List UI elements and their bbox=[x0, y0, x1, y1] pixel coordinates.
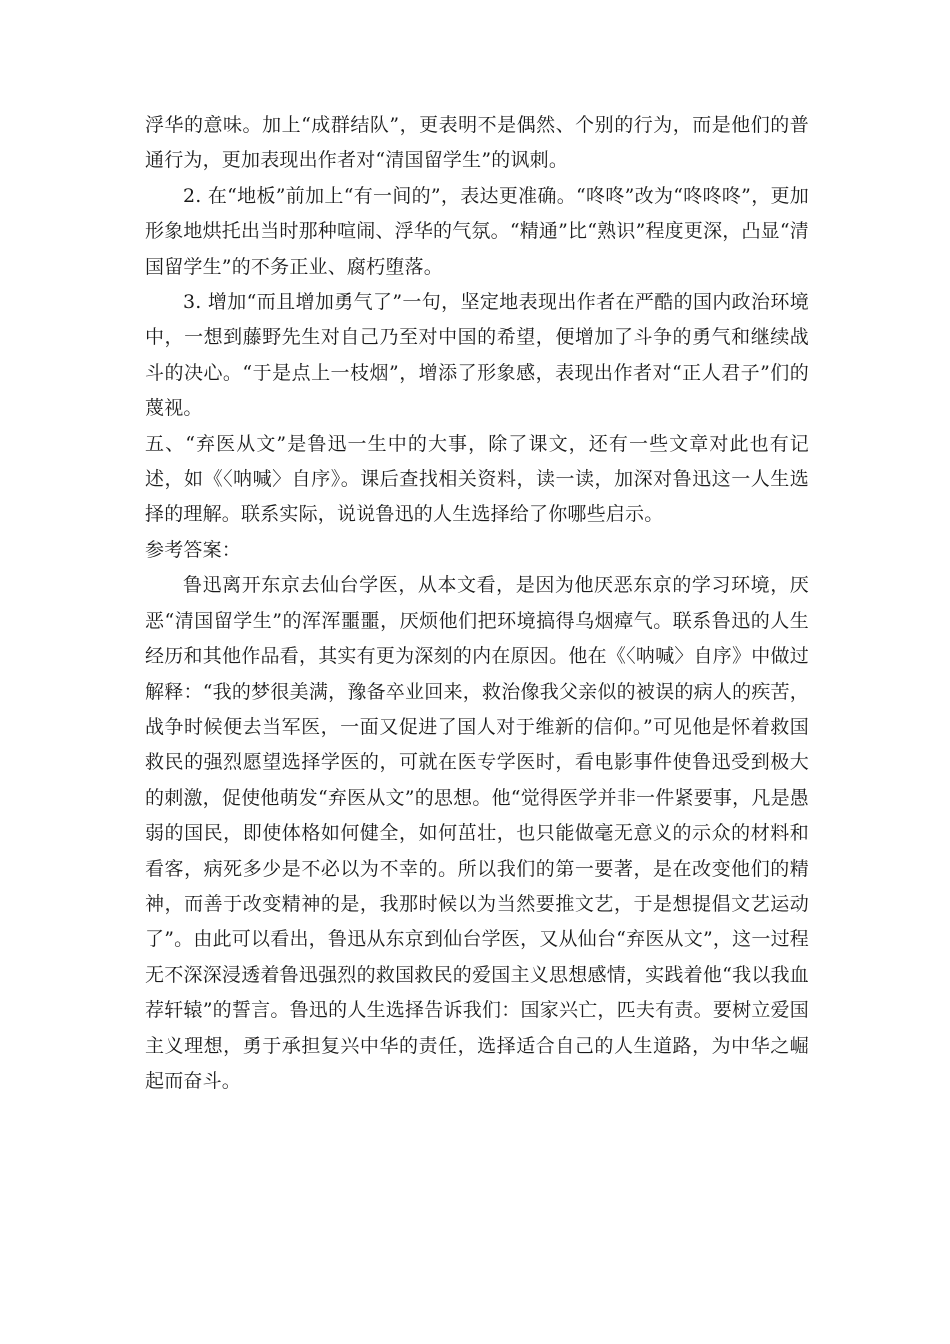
paragraph-question-5: 五、“弃医从文”是鲁迅一生中的大事，除了课文，还有一些文章对此也有记述，如《〈呐喊〉自序》。课后查找相关资料，读一读，加深对鲁迅这一人生选择的理解。联系实际，说说鲁迅的人生选择给了你哪些启示。 bbox=[145, 432, 809, 526]
paragraph-answer-2: 2. 在“地板”前加上“有一间的”，表达更准确。“咚咚”改为“咚咚咚”，更加形象地烘托出当时那种喧闹、浮华的气氛。“精通”比“熟识”程度更深，凸显“清国留学生”的不务正业、腐朽堕落。 bbox=[145, 184, 809, 278]
paragraph-answer-3: 3. 增加“而且增加勇气了”一句，坚定地表现出作者在严酷的国内政治环境中，一想到藤野先生对自己乃至对中国的希望，便增加了斗争的勇气和继续战斗的决心。“于是点上一枝烟”，增添了形象感，表现出作者对“正人君子”们的蔑视。 bbox=[145, 291, 809, 420]
document-body bbox=[145, 108, 809, 1099]
reference-answer-label: 参考答案： bbox=[145, 538, 242, 561]
paragraph-continuation: 浮华的意味。加上“成群结队”，更表明不是偶然、个别的行为，而是他们的普通行为，更加表现出作者对“清国留学生”的讽刺。 bbox=[145, 114, 809, 172]
paragraph-answer-5: 鲁迅离开东京去仙台学医，从本文看，是因为他厌恶东京的学习环境，厌恶“清国留学生”的浑浑噩噩，厌烦他们把环境搞得乌烟瘴气。联系鲁迅的人生经历和其他作品看，其实有更为深刻的内在原因。他在《〈呐喊〉自序》中做过解释：“我的梦很美满，豫备卒业回来，救治像我父亲似的被误的病人的疾苦，战争时候便去当军医，一面又促进了国人对于维新的信仰。”可见他是怀着救国救民的强烈愿望选择学医的，可就在医专学医时，看电影事件使鲁迅受到极大的刺激，促使他萌发“弃医从文”的思想。他“觉得医学并非一件紧要事，凡是愚弱的国民，即使体格如何健全，如何茁壮，也只能做毫无意义的示众的材料和看客，病死多少是不必以为不幸的。所以我们的第一要著，是在改变他们的精神，而善于改变精神的是，我那时候以为当然要推文艺，于是想提倡文艺运动了”。由此可以看出，鲁迅从东京到仙台学医，又从仙台“弃医从文”，这一过程无不深深浸透着鲁迅强烈的救国救民的爱国主义思想感情，实践着他“我以我血荐轩辕”的誓言。鲁迅的人生选择告诉我们：国家兴亡，匹夫有责。要树立爱国主义理想，勇于承担复兴中华的责任，选择适合自己的人生道路，为中华之崛起而奋斗。 bbox=[145, 574, 809, 1092]
